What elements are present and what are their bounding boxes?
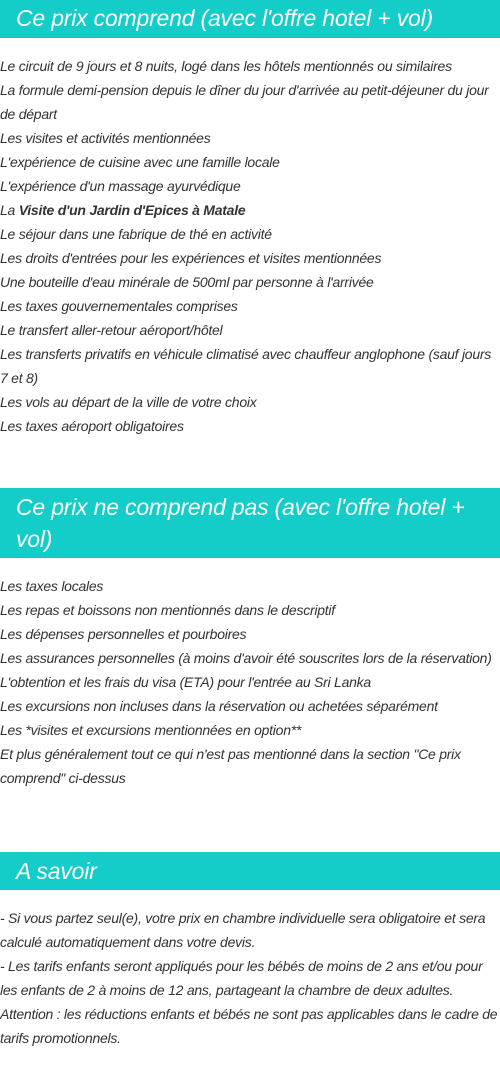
includes-list — [0, 54, 500, 438]
list-item: Et plus généralement tout ce qui n'est pas mentionné dans la section "Ce prix comprend" ci-dessus — [0, 746, 461, 786]
excludes-list — [0, 574, 500, 790]
list-item: Les visites et activités mentionnées — [0, 130, 211, 146]
spice-garden-prefix: La — [0, 202, 19, 218]
list-item: Les droits d'entrées pour les expériences et visites mentionnées — [0, 250, 382, 266]
list-item: Une bouteille d'eau minérale de 500ml par personne à l'arrivée — [0, 274, 374, 290]
section-title-good-to-know: A savoir — [0, 852, 500, 890]
list-item: Les excursions non incluses dans la réservation ou achetées séparément — [0, 698, 438, 714]
list-item-spice-garden — [0, 198, 500, 222]
list-item: Les taxes locales — [0, 578, 104, 594]
good-to-know-list — [0, 906, 500, 1050]
list-item: Les taxes gouvernementales comprises — [0, 298, 238, 314]
list-item: La formule demi-pension depuis le dîner du jour d'arrivée au petit-déjeuner du jour de départ — [0, 82, 489, 122]
section-excludes — [0, 488, 500, 790]
list-item: - Les tarifs enfants seront appliqués pour les bébés de moins de 2 ans et/ou pour les enfants de 2 à moins de 12 ans, partageant la chambre de deux adultes. — [0, 958, 483, 998]
list-item: Le circuit de 9 jours et 8 nuits, logé dans les hôtels mentionnés ou similaires — [0, 58, 452, 74]
list-item: Le séjour dans une fabrique de thé en activité — [0, 226, 272, 242]
section-title-includes: Ce prix comprend (avec l'offre hotel + vol) — [0, 0, 500, 38]
section-good-to-know — [0, 852, 500, 1050]
list-item: Le transfert aller-retour aéroport/hôtel — [0, 322, 223, 338]
list-item: L'expérience d'un massage ayurvédique — [0, 178, 241, 194]
list-item: Les transferts privatifs en véhicule climatisé avec chauffeur anglophone (sauf jours 7 et 8) — [0, 346, 492, 386]
list-item: Les repas et boissons non mentionnés dans le descriptif — [0, 602, 335, 618]
list-item: Les vols au départ de la ville de votre choix — [0, 394, 257, 410]
list-item: L'obtention et les frais du visa (ETA) pour l'entrée au Sri Lanka — [0, 674, 371, 690]
section-title-excludes: Ce prix ne comprend pas (avec l'offre hotel + vol) — [0, 488, 500, 558]
spice-garden-highlight: Visite d'un Jardin d'Epices à Matale — [18, 202, 246, 218]
list-item: Les taxes aéroport obligatoires — [0, 418, 184, 434]
list-item: Les *visites et excursions mentionnées en option** — [0, 722, 302, 738]
list-item: Attention : les réductions enfants et bébés ne sont pas applicables dans le cadre de tarifs promotionnels. — [0, 1006, 498, 1046]
list-item: - Si vous partez seul(e), votre prix en chambre individuelle sera obligatoire et sera calculé automatiquement dans votre devis. — [0, 910, 486, 950]
list-item: Les dépenses personnelles et pourboires — [0, 626, 247, 642]
list-item: Les assurances personnelles (à moins d'avoir été souscrites lors de la réservation) — [0, 650, 492, 666]
section-includes — [0, 0, 500, 438]
list-item: L'expérience de cuisine avec une famille locale — [0, 154, 280, 170]
